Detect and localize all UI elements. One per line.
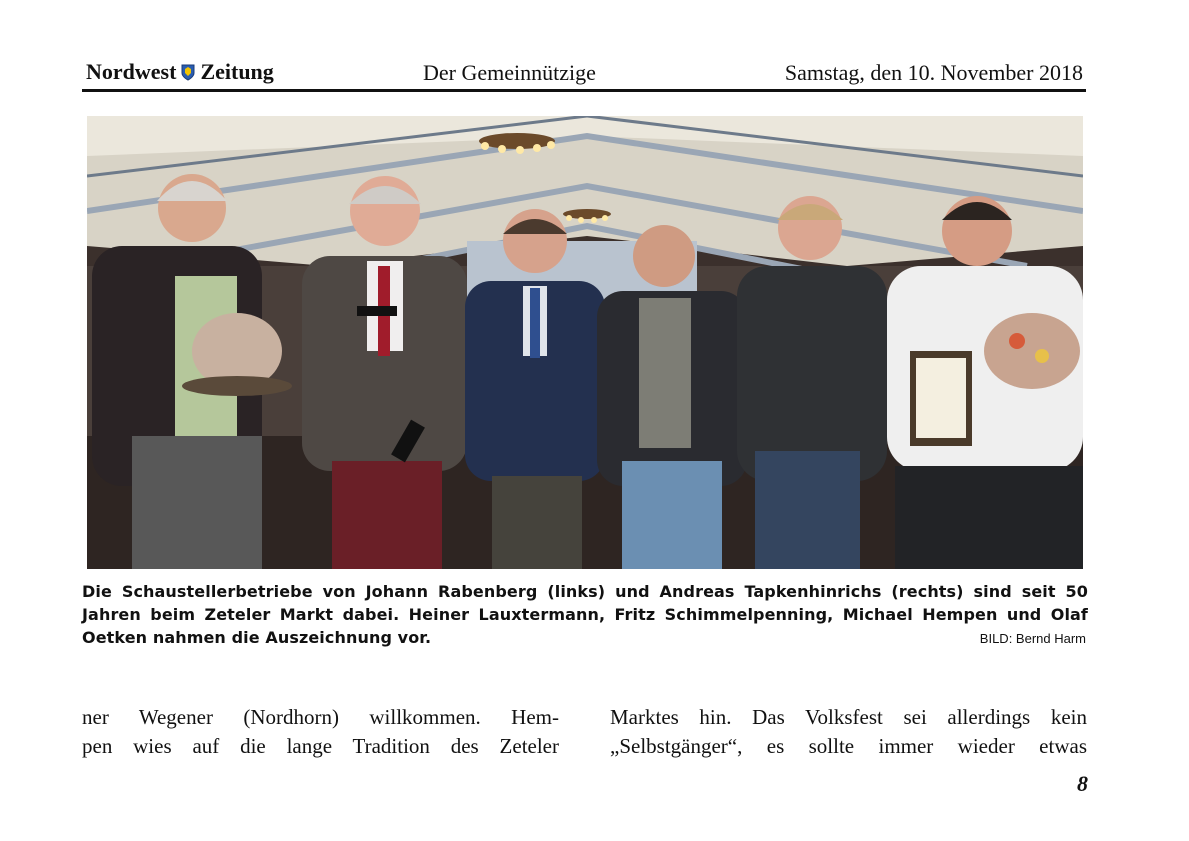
- issue-date: Samstag, den 10. November 2018: [784, 60, 1083, 85]
- brand-right: Zeitung: [200, 59, 274, 84]
- photo-image: [87, 116, 1083, 569]
- text-column-left: [82, 703, 559, 761]
- page-number: 8: [1077, 771, 1088, 796]
- header-rule: [82, 89, 1086, 92]
- photo-caption: Die Schaustellerbetriebe von Johann Rabenberg (links) und Andreas Tapkenhinrichs (rechts) sind seit 50 Jahren beim Zeteler Markt dabei. Heiner Lauxtermann, Fritz Schimmelpenning, Michael Hempen und Olaf Oetken nahmen die Auszeichnung vor.: [82, 582, 1088, 647]
- page-header: [82, 58, 1086, 90]
- newspaper-logo: [86, 59, 274, 85]
- section-title: Der Gemeinnützige: [423, 60, 596, 85]
- text-line: ner Wegener (Nordhorn) willkommen. Hem-: [82, 705, 559, 729]
- text-line: pen wies auf die lange Tradition des Zeteler: [82, 734, 559, 758]
- text-line: Marktes hin. Das Volksfest sei allerdings kein: [610, 705, 1087, 729]
- text-line: „Selbstgänger“, es sollte immer wieder etwas: [610, 734, 1087, 758]
- photo-credit: BILD: Bernd Harm: [979, 631, 1086, 646]
- brand-left: Nordwest: [86, 59, 177, 84]
- text-column-right: [610, 703, 1087, 761]
- crest-icon: [181, 64, 195, 81]
